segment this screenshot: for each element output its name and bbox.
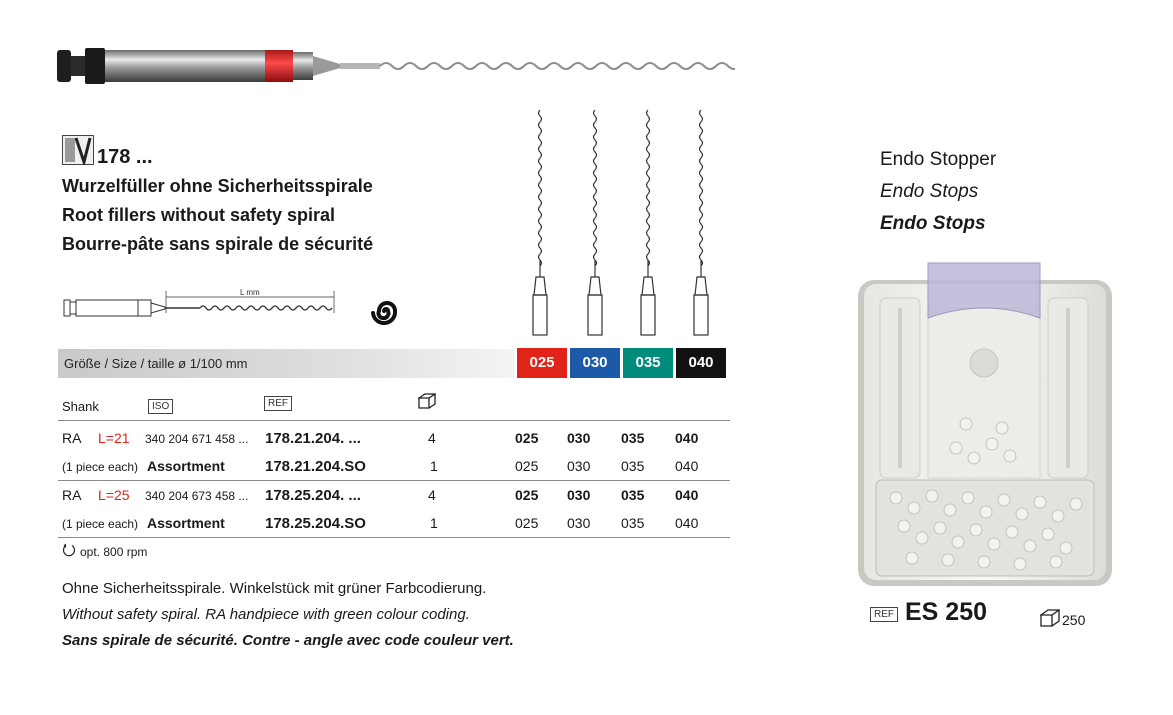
row2-ref: 178.21.204.SO [265, 458, 366, 475]
title-fr: Bourre-pâte sans spirale de sécurité [62, 234, 374, 254]
size-badge-035: 035 [623, 348, 673, 378]
stopper-package-icon [1040, 609, 1060, 627]
table-bottom-divider [58, 537, 730, 538]
row3-length: L=25 [98, 487, 130, 503]
row2-assortment: Assortment [147, 458, 225, 474]
header-ref: REF [264, 396, 292, 411]
stopper-qty: 250 [1062, 612, 1086, 628]
note-fr: Sans spirale de sécurité. Contre - angle avec code couleur vert. [62, 632, 514, 649]
row2-shank: (1 piece each) [62, 460, 139, 474]
package-icon [418, 393, 436, 409]
row3-size-035: 035 [621, 487, 645, 503]
title-de: Wurzelfüller ohne Sicherheitsspirale [62, 176, 373, 196]
instrument-drawing [60, 285, 340, 325]
row1-shank: RA [62, 430, 82, 446]
row2-size-035: 035 [621, 458, 645, 474]
row1-length: L=21 [98, 430, 130, 446]
row4-qty: 1 [430, 515, 438, 531]
row4-size-025: 025 [515, 515, 539, 531]
row3-shank: RA [62, 487, 82, 503]
stopper-title-de: Endo Stopper [880, 149, 997, 170]
product-code: 178 ... [97, 146, 153, 168]
row4-shank: (1 piece each) [62, 517, 139, 531]
row2-qty: 1 [430, 458, 438, 474]
instrument-photo [55, 40, 735, 95]
size-badge-040: 040 [676, 348, 726, 378]
row2-size-030: 030 [567, 458, 591, 474]
row3-iso: 340 204 673 458 ... [145, 489, 249, 503]
size-badge-030: 030 [570, 348, 620, 378]
size-bar-label: Größe / Size / taille ø 1/100 mm [64, 356, 248, 371]
row1-size-030: 030 [567, 430, 591, 446]
stopper-title-fr: Endo Stops [880, 213, 986, 234]
row1-size-040: 040 [675, 430, 699, 446]
title-en: Root fillers without safety spiral [62, 205, 336, 225]
row4-size-030: 030 [567, 515, 591, 531]
row4-ref: 178.25.204.SO [265, 515, 366, 532]
row1-qty: 4 [428, 430, 436, 446]
row3-ref: 178.25.204. ... [265, 487, 361, 504]
header-shank: Shank [62, 399, 99, 414]
header-iso: ISO [148, 399, 173, 414]
product-pictogram-icon [62, 135, 94, 165]
row2-size-025: 025 [515, 458, 539, 474]
stopper-box-photo [856, 258, 1114, 588]
row3-size-025: 025 [515, 487, 539, 503]
stopper-ref-label: REF [870, 607, 898, 622]
rpm-label: opt. 800 rpm [80, 545, 148, 559]
row1-size-025: 025 [515, 430, 539, 446]
row1-size-035: 035 [621, 430, 645, 446]
row3-size-030: 030 [567, 487, 591, 503]
row4-size-040: 040 [675, 515, 699, 531]
row1-iso: 340 204 671 458 ... [145, 432, 249, 446]
spiral-icon [369, 294, 403, 328]
row4-size-035: 035 [621, 515, 645, 531]
note-de: Ohne Sicherheitsspirale. Winkelstück mit grüner Farbcodierung. [62, 580, 487, 597]
note-en: Without safety spiral. RA handpiece with green colour coding. [62, 606, 470, 623]
rotation-icon [62, 543, 76, 557]
row3-qty: 4 [428, 487, 436, 503]
row3-size-040: 040 [675, 487, 699, 503]
stopper-title-en: Endo Stops [880, 181, 979, 202]
row2-size-040: 040 [675, 458, 699, 474]
length-label: L mm [240, 288, 260, 297]
row-divider [58, 480, 730, 481]
row1-ref: 178.21.204. ... [265, 430, 361, 447]
row4-assortment: Assortment [147, 515, 225, 531]
stopper-ref: ES 250 [905, 598, 988, 626]
size-badge-025: 025 [517, 348, 567, 378]
header-divider [58, 420, 730, 421]
size-instrument-drawings [520, 105, 730, 345]
